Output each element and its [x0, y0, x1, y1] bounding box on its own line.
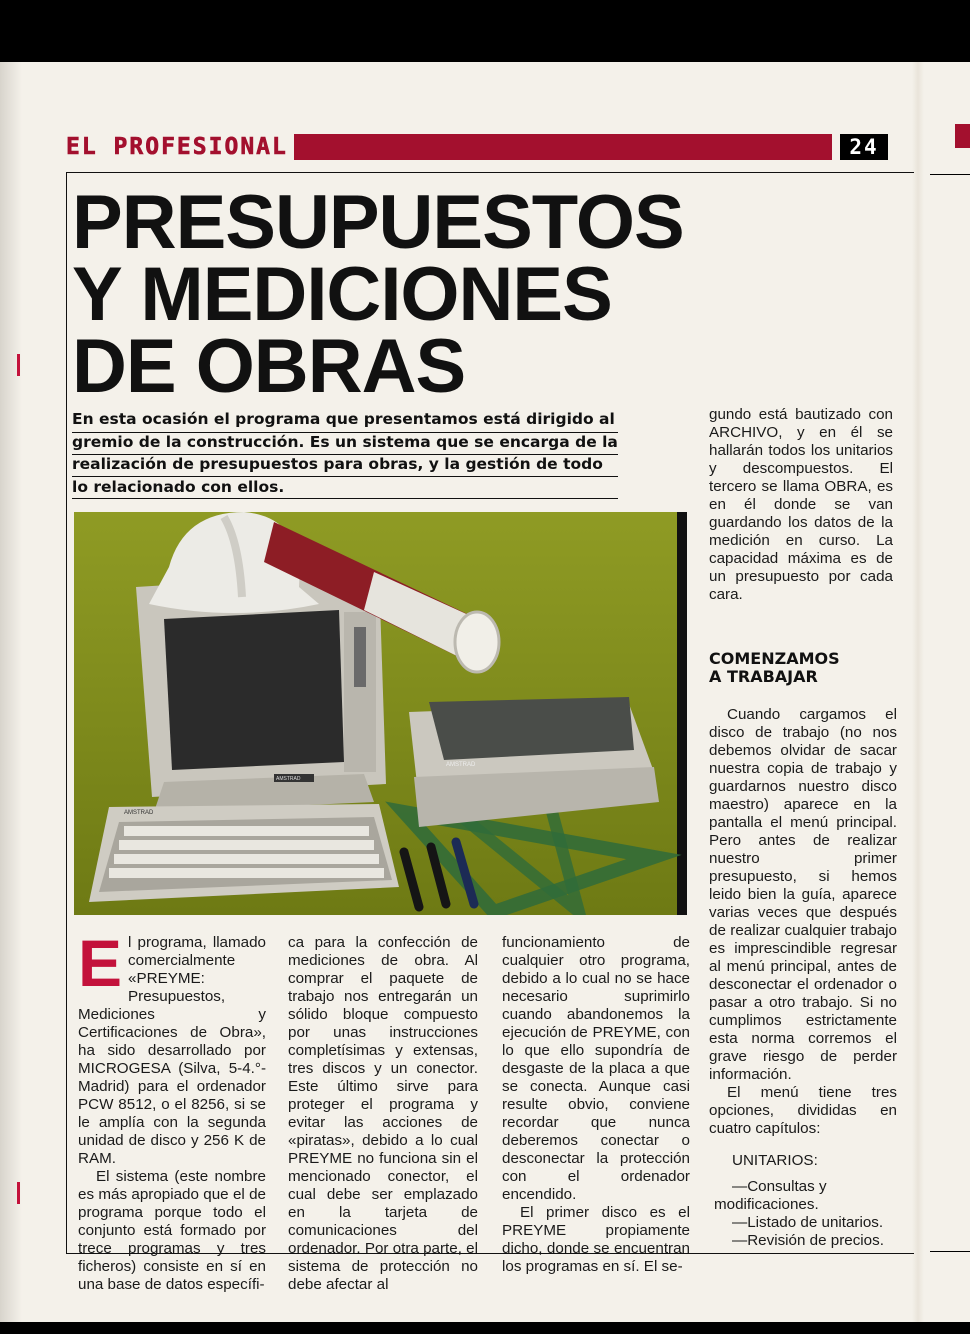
drop-cap: E [78, 926, 123, 1000]
list-item: —Consultas y modificaciones. [714, 1178, 827, 1213]
paragraph: l programa, llamado comercialmente «PREYME: Presupuestos, Mediciones y Certificaciones de Obra», ha sido desarrollado por MICROGESA (Silva, 5-4.°-Madrid) para el ordenador PCW 8512, o el 8256, si se le amplía con la segunda unidad de disco y 256 K de RAM. [78, 934, 266, 1167]
body-column-1 [78, 926, 266, 1294]
printer-brand: AMSTRAD [446, 762, 476, 768]
intro-rule [72, 476, 618, 477]
list-item: —Listado de unitarios. [732, 1214, 884, 1231]
list-heading: UNITARIOS: [732, 1152, 818, 1169]
body-column-4-bottom [709, 706, 897, 1138]
magazine-page [0, 62, 970, 1322]
paragraph: Cuando cargamos el disco de trabajo (no nos debemos olvidar de sacar nuestra copia de trabajo y guardarnos nuestro disco maestro) aparece en la pantalla el menú principal. Pero antes de realizar nuestro primer presupuesto, si hemos leido bien la guía, aparece varias veces que después de realizar cualquier trabajo es imprescindible regresar al menú principal, antes de desconectar el ordenador o pasar a otro trabajo. Si no cumplimos estrictamente esta norma corremos el grave riesgo de perder información. [709, 706, 897, 1083]
keyboard-icon [89, 804, 399, 902]
title-line: PRESUPUESTOS [72, 180, 684, 265]
paragraph: ca para la confección de mediciones de obra. Al comprar el paquete de trabajo nos entregarán un sólido bloque compuesto por unas instrucciones completísimas y extensas, tres discos y un conector. Este último sirve para proteger el programa y evitar las acciones de «piratas», debido a lo cual PREYME no funciona sin el mencionado conector, el cual debe ser emplazado en la tarjeta de comunicaciones del ordenador. Por otra parte, el sistema de protección no debe afectar al [288, 934, 478, 1293]
article-title [72, 180, 684, 409]
next-page-header-mark [955, 124, 970, 148]
paragraph: El menú tiene tres opciones, divididas en cuatro capítulos: [709, 1084, 897, 1137]
paragraph: El sistema (este nombre es más apropiado que el de programa porque todo el conjunto está formado por trece programas y tres ficheros) consiste en sí en una base de datos específi- [78, 1168, 266, 1293]
list-item: —Revisión de precios. [732, 1232, 884, 1249]
paragraph: gundo está bautizado con ARCHIVO, y en él se hallarán todos los unitarios y descompuestos. El tercero se llama OBRA, es en él donde se van guardando los datos de la medición en curso. La capacidad máxima es de un presupuesto por cada cara. [709, 406, 893, 603]
next-page-rule [930, 1251, 970, 1252]
title-line: Y MEDICIONES [72, 252, 612, 337]
paragraph: El primer disco es el PREYME propiamente dicho, donde se encuentran los programas en sí. El se- [502, 1204, 690, 1275]
next-page-edge [912, 62, 970, 1322]
subhead-line: COMENZAMOS [709, 649, 840, 668]
gutter-color-mark [17, 1182, 20, 1204]
article-intro: En esta ocasión el programa que presentamos está dirigido al gremio de la construcción. Es un sistema que se encarga de la realización de presupuestos para obras, y la gestión de todo lo relacionado con ellos. [72, 410, 618, 496]
next-page-rule [930, 174, 970, 175]
page-number: 24 [840, 134, 888, 160]
intro-rule [72, 498, 618, 499]
subhead-line: A TRABAJAR [709, 667, 818, 686]
body-column-2 [288, 934, 478, 1294]
monitor-brand: AMSTRAD [276, 776, 301, 782]
intro-rule [72, 454, 618, 455]
intro-rule [72, 432, 618, 433]
section-label: EL PROFESIONAL [60, 134, 294, 160]
gutter-color-mark [17, 354, 20, 376]
article-photo [74, 512, 687, 915]
computer-equipment-illustration [74, 512, 687, 915]
keyboard-brand: AMSTRAD [124, 810, 154, 816]
page-gutter [0, 62, 22, 1322]
section-subhead [709, 650, 840, 686]
title-line: DE OBRAS [72, 324, 466, 409]
body-column-3 [502, 934, 690, 1276]
body-column-4-top [709, 406, 893, 604]
paragraph: funcionamiento de cualquier otro programa, debido a lo cual no se hace necesario suprimirlo cuando abandonemos la ejecución de PREYME, con lo que ello supondría de desgaste de la placa a que se conecta. Aunque casi resulte obvio, conviene recordar que nunca deberemos conectar o desconectar la protección con el ordenador encendido. [502, 934, 690, 1203]
